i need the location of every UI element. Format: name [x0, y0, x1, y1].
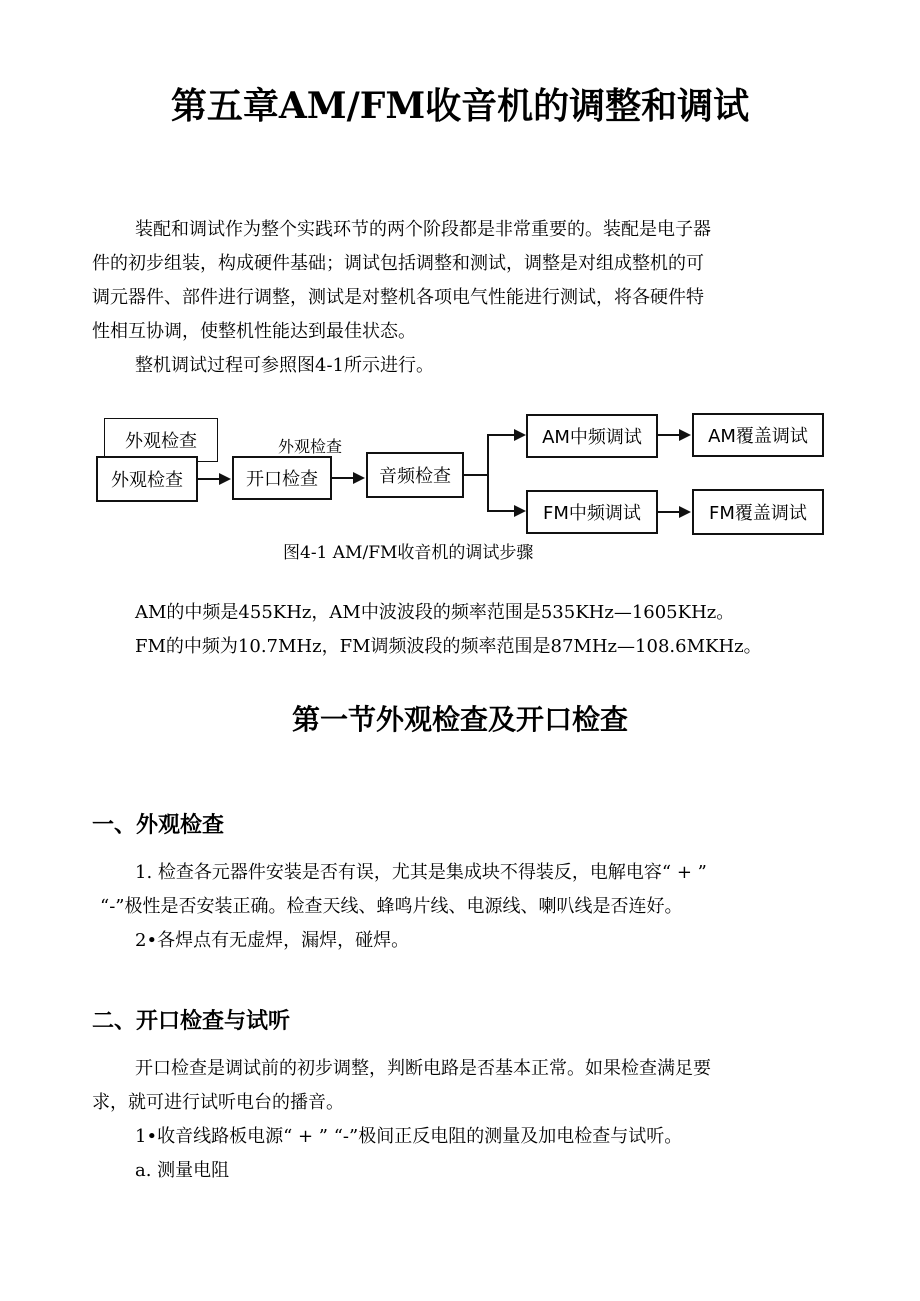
connector-line: [487, 434, 515, 436]
list-item: 1. 检查各元器件安装是否有误，尤其是集成块不得装反，电解电容“ + ”: [135, 862, 707, 883]
box-open-check: 开口检查: [232, 456, 332, 500]
section-heading: 第一节外观检查及开口检查: [291, 703, 628, 736]
branch-line: [487, 434, 489, 512]
arrow-icon: [679, 429, 691, 441]
arrow-icon: [353, 472, 365, 484]
list-item-continued: “-”极性是否安装正确。检查天线、蜂鸣片线、电源线、喇叭线是否连好。: [100, 896, 683, 917]
floating-label: 外观检查: [278, 437, 343, 456]
subsection-heading-open-check: 二、开口检查与试听: [92, 1008, 291, 1034]
box-fm-coverage-tuning: FM覆盖调试: [692, 489, 824, 535]
chapter-title: 第五章AM/FM收音机的调整和调试: [170, 85, 750, 127]
arrow-icon: [219, 473, 231, 485]
intro-paragraph-line: 件的初步组装，构成硬件基础；调试包括调整和测试，调整是对组成整机的可: [92, 253, 704, 274]
paragraph-line: 求，就可进行试听电台的播音。: [92, 1092, 344, 1113]
fm-frequency-text: FM的中频为10.7MHz，FM调频波段的频率范围是87MHz—108.6MKHz。: [135, 636, 762, 657]
connector-line: [487, 510, 515, 512]
box-appearance-back: 外观检查: [104, 418, 218, 462]
intro-paragraph-line: 性相互协调，使整机性能达到最佳状态。: [92, 321, 416, 342]
figure-caption: 图4-1 AM/FM收音机的调试步骤: [283, 543, 534, 563]
subsection-heading-appearance: 一、外观检查: [92, 812, 225, 838]
connector-line: [658, 434, 680, 436]
box-fm-if-tuning: FM中频调试: [526, 490, 658, 534]
arrow-icon: [514, 505, 526, 517]
list-item: 2•各焊点有无虚焊，漏焊，碰焊。: [135, 930, 410, 951]
am-frequency-text: AM的中频是455KHz，AM中波波段的频率范围是535KHz—1605KHz。: [135, 602, 735, 623]
list-item: a. 测量电阻: [135, 1160, 230, 1181]
connector-line: [464, 474, 488, 476]
connector-line: [658, 511, 680, 513]
box-appearance-check: 外观检查: [96, 456, 198, 502]
intro-paragraph-line: 装配和调试作为整个实践环节的两个阶段都是非常重要的。装配是电子器: [135, 219, 711, 240]
intro-paragraph-line: 调元器件、部件进行调整，测试是对整机各项电气性能进行测试，将各硬件特: [92, 287, 704, 308]
arrow-icon: [514, 429, 526, 441]
connector-line: [332, 477, 354, 479]
box-audio-check: 音频检查: [366, 452, 464, 498]
intro-reference: 整机调试过程可参照图4-1所示进行。: [135, 355, 434, 376]
connector-line: [198, 478, 220, 480]
arrow-icon: [679, 506, 691, 518]
box-am-if-tuning: AM中频调试: [526, 414, 658, 458]
paragraph-line: 开口检查是调试前的初步调整，判断电路是否基本正常。如果检查满足要: [135, 1058, 711, 1079]
box-am-coverage-tuning: AM覆盖调试: [692, 413, 824, 457]
list-item: 1•收音线路板电源“ + ” “-”极间正反电阻的测量及加电检查与试听。: [135, 1126, 683, 1147]
